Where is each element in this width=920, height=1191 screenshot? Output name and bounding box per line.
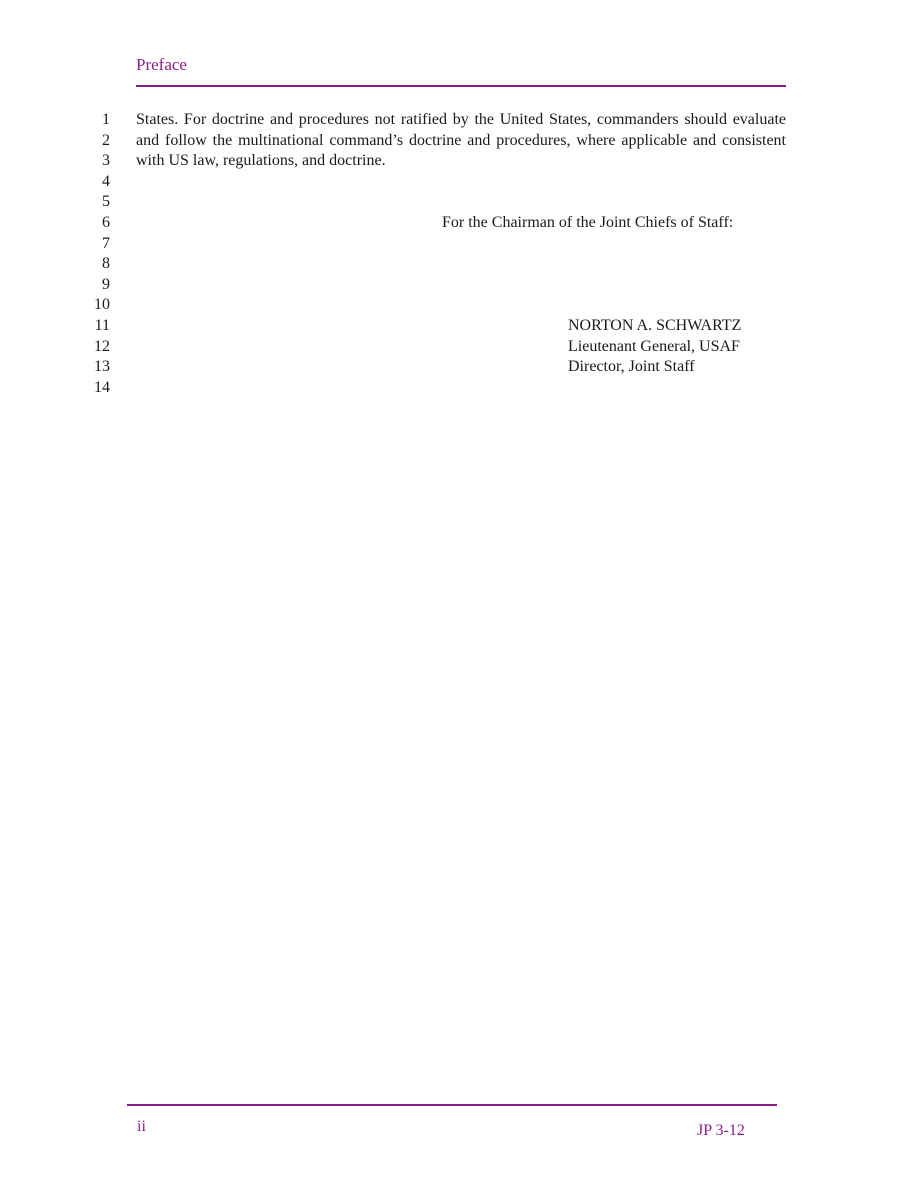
- signatory-position: Director, Joint Staff: [568, 358, 695, 376]
- line-number: 14: [94, 378, 110, 396]
- signatory-rank: Lieutenant General, USAF: [568, 337, 740, 355]
- line-number: 13: [94, 358, 110, 376]
- line-number: 7: [102, 234, 110, 252]
- line-number-column: [70, 110, 110, 398]
- line-number: 2: [102, 131, 110, 149]
- line-number: 6: [102, 213, 110, 231]
- line-number: 9: [102, 275, 110, 293]
- line-number: 10: [94, 296, 110, 314]
- signature-block: [568, 316, 741, 378]
- line-number: 12: [94, 337, 110, 355]
- page-number: ii: [137, 1118, 146, 1135]
- header-rule: [136, 85, 786, 87]
- footer-rule: [127, 1104, 777, 1106]
- signature-intro: For the Chairman of the Joint Chiefs of Staff:: [442, 214, 734, 231]
- header-title: Preface: [136, 55, 187, 74]
- document-id: JP 3-12: [697, 1122, 745, 1139]
- line-number: 4: [102, 172, 110, 190]
- line-number: 1: [102, 111, 110, 128]
- line-number: 8: [102, 255, 110, 273]
- line-number: 11: [94, 316, 110, 334]
- body-paragraph: States. For doctrine and procedures not ratified by the United States, commanders should evaluate and follow the multinational command’s doctrine and procedures, where applicable and consistent with US law, regulations, and doctrine.: [136, 111, 786, 170]
- signatory-name: NORTON A. SCHWARTZ: [568, 317, 742, 334]
- line-number: 3: [102, 152, 110, 170]
- line-number: 5: [102, 193, 110, 211]
